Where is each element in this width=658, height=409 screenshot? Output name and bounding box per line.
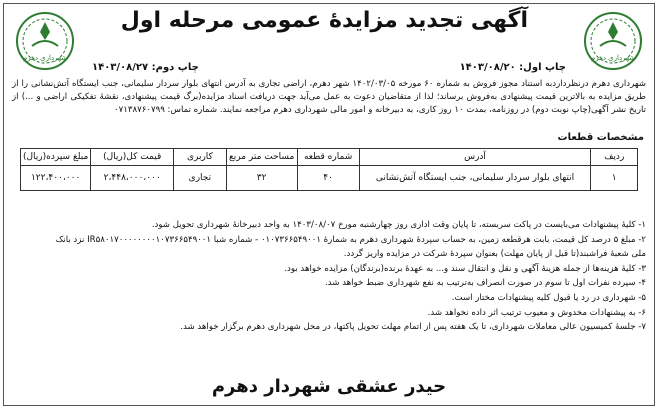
list-item: ۶- به پیشنهادات مخدوش و معیوب ترتیب اثر داده نخواهد شد. (427, 307, 646, 318)
municipality-logo-right (582, 10, 644, 72)
col-area: مساحت متر مربع (226, 149, 297, 166)
svg-text:شهرداری دهرم: شهرداری دهرم (22, 54, 68, 62)
cell-address: انتهای بلوار سردار سلیمانی، جنب ایستگاه آتش‌نشانی (359, 166, 591, 191)
col-lot-number: شماره قطعه (297, 149, 359, 166)
conditions-list (12, 218, 646, 335)
cell-total-price: ۲،۴۴۸،۰۰۰،۰۰۰ (91, 166, 174, 191)
list-item: ۲- مبلغ ۵ درصد کل قیمت، بابت هرقطعه زمین، به حساب سپردهٔ شهرداری دهرم به شمارهٔ ۰۱۰۷۳۶۶۵۴۹۰۰۱ - شماره شبا IR۵۸۰۱۷۰۰۰۰۰۰۰۰۱۰۷۳۶۶۵۴۹۰۰۱ نزد بانک (55, 234, 646, 245)
list-item: ۱- کلیهٔ پیشنهادات می‌بایست در پاکت سربسته، تا پایان وقت اداری روز چهارشنبه مورخ ۱۴۰۳/۰۸/۰۷ به واحد دبیرخانهٔ شهرداری تحویل شود. (151, 220, 646, 230)
table-header-row (21, 149, 638, 166)
cell-lot-number: ۴۰ (297, 166, 359, 191)
col-usage: کاربری (174, 149, 227, 166)
col-address: آدرس (359, 149, 591, 166)
second-print-date: چاپ دوم: ۱۴۰۳/۰۸/۲۷ (92, 62, 199, 73)
list-item: ۳- کلیهٔ هزینه‌ها از جمله هزینهٔ آگهی و نقل و انتقال سند و... به عهدهٔ برنده(برندگان) مزایده خواهد بود. (284, 263, 646, 274)
intro-paragraph: شهرداری دهرم درنظرداردبه استناد مجوز فروش به شماره ۶۰ مورخه ۱۴۰۲/۰۳/۰۵ شهر دهرم، اراضی تجاری به آدرس انتهای بلوار سردار سلیمانی، جنب ایستگاه آتش‌نشانی را از طریق مزایده به بالاترین قیمت پیشنهادی به‌فروش برساند؛ لذا از متقاضیان دعوت به عمل می‌آید جهت دریافت اسناد مزایده(برگ قیمت پیشنهادی، نقشهٔ تفکیکی اراضی و ...) از تاریخ نشر آگهی(چاپ نوبت دوم) در روزنامه، بمدت ۱۰ روز کاری، به دبیرخانه و امور مالی شهرداری دهرم مراجعه نمایند. شماره تماس: ۰۷۱۳۸۷۶۰۷۹۹ (12, 79, 647, 115)
list-item: ۴- سپرده نفرات اول تا سوم در صورت انصراف به‌ترتیب به نفع شهرداری ضبط خواهد شد. (324, 278, 646, 289)
col-deposit: مبلغ سپرده(ریال) (21, 149, 91, 166)
municipality-logo-left (14, 10, 76, 72)
cell-deposit: ۱۲۲،۴۰۰،۰۰۰ (21, 166, 91, 191)
mayor-signature: حیدر عشقی شهردار دهرم (211, 376, 447, 397)
list-item: ۵- شهرداری در رد یا قبول کلیه پیشنهادات مختار است. (451, 292, 646, 303)
lots-table (20, 148, 638, 191)
cell-row-number: ۱ (591, 166, 638, 191)
cell-area: ۳۲ (226, 166, 297, 191)
table-row (21, 166, 638, 191)
first-print-date: چاپ اول: ۱۴۰۳/۰۸/۲۰ (459, 62, 566, 73)
col-row-number: ردیف (591, 149, 638, 166)
col-total-price: قیمت کل(ریال) (91, 149, 174, 166)
list-item: ملی شعبهٔ فراشبند(تا قبل از پایان مهلت) بعنوان سپردهٔ شرکت در مزایده واریز گردد. (343, 249, 646, 260)
ad-title: آگهی تجدید مزایدهٔ عمومی مرحله اول (120, 8, 528, 33)
list-item: ۷- جلسهٔ کمیسیون عالی معاملات شهرداری، تا یک هفته پس از اتمام مهلت تحویل پاکتها، در محل شهرداری دهرم برگزار خواهد شد. (180, 322, 646, 333)
lots-section-heading: مشخصات قطعات (557, 132, 644, 143)
cell-usage: تجاری (174, 166, 227, 191)
svg-text:شهرداری دهرم: شهرداری دهرم (590, 54, 636, 62)
